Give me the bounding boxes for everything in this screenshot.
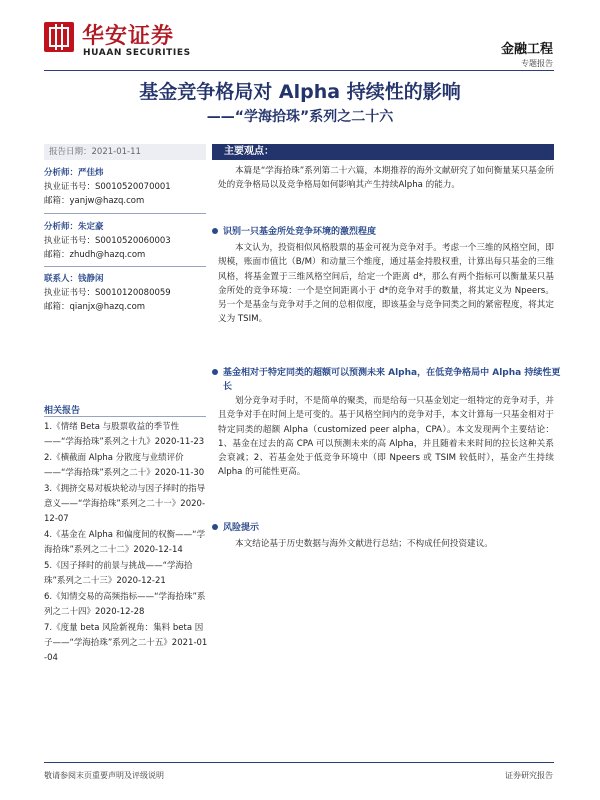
bullet-icon [212,228,218,234]
section-heading-text: 风险提示 [223,523,260,533]
report-category: 金融工程 [500,42,553,57]
logo-icon [44,22,74,52]
page-subtitle: ——“学海拾珠”系列之二十六 [206,109,394,125]
related-report-item[interactable]: 2.《横截面 Alpha 分散度与业绩评价——“学海拾珠”系列之二十》2020-11-30 [44,453,205,478]
section-body: 本文认为，投资相似风格股票的基金可视为竞争对手。考虑一个三维的风格空间，即规模，账面市值比（B/M）和动量三个维度，通过基金持股权重，计算出每只基金的三维风格，将基金置于三维风格空间后，给定一个距离 d*，那么有两个指标可以衡量某只基金所处的竞争环境：一个是空间距离小于 d*的竞争对手的数量，将其定义为 Npeers。另一个是基金与竞争对手之间的总相似度，即该基金与竞争同类之间的紧密程度，将其定义为 TSIM。 [218,243,554,325]
footer-disclaimer: 敬请参阅末页重要声明及评级说明 [44,771,164,780]
analyst-name: 联系人：钱静闲 [44,274,104,284]
bullet-icon [212,369,218,375]
analyst-cert: 执业证书号：S0010520070001 [44,182,171,192]
analyst-cert: 执业证书号：S0010520060003 [44,236,171,246]
footer-report-type: 证券研究报告 [505,771,553,780]
related-report-item[interactable]: 1.《情绪 Beta 与股票收益的季节性——“学海拾珠”系列之十九》2020-11-23 [44,422,205,447]
analyst-name: 分析师：严佳炜 [44,168,104,178]
divider [44,266,206,267]
related-report-item[interactable]: 4.《基金在 Alpha 和偏度间的权衡——“学海拾珠”系列之二十二》2020-12-14 [44,530,206,555]
section-heading [212,366,565,394]
footer-divider [44,762,554,763]
related-report-item[interactable]: 5.《因子择时的前景与挑战——“学海拾珠”系列之二十三》2020-12-21 [44,561,193,586]
section-body: 划分竞争对手时，不是简单的聚类，而是给每一只基金划定一组特定的竞争对手，并且竞争对手在时间上是可变的。基于风格空间内的竞争对手，本文计算每一只基金相对于特定同类的超额 Alpha（customized peer alpha，CPA）。本文发现两个主要结论：1、基金在过去的高 CPA 可以预测未来的高 Alpha，并且随着未来时间的拉长这种关系会衰减；2、若基金处于低竞争环境中（即 Npeers 或 TSIM 较低时），基金产生持续 Alpha 的可能性更高。 [218,396,554,478]
related-report-item[interactable]: 6.《知情交易的高频指标——“学海拾珠”系列之二十四》2020-12-28 [44,592,206,617]
section-heading-text: 基金相对于特定同类的超额可以预测未来 Alpha，在低竞争格局中 Alpha 持续性更长 [223,368,561,392]
analyst-email[interactable]: 邮箱：qianjx@hazq.com [44,302,146,312]
analyst-email[interactable]: 邮箱：zhudh@hazq.com [44,250,146,260]
analyst-cert: 执业证书号：S0010120080059 [44,288,171,298]
report-date: 报告日期：2021-01-11 [44,144,206,160]
related-reports-list [44,420,209,667]
logo-en-text: HUAAN SECURITIES [83,48,191,58]
page-title: 基金竞争格局对 Alpha 持续性的影响 [139,81,461,103]
section-body: 本文结论基于历史数据与海外文献进行总结；不构成任何投资建议。 [235,539,493,549]
analyst-card [44,166,206,208]
bullet-icon [212,524,218,530]
section-heading [212,225,554,239]
logo-text: 华安证券 [82,23,175,49]
analyst-card [44,272,206,314]
section-heading [212,521,554,535]
related-reports-title: 相关报告 [44,406,81,416]
divider [44,213,206,214]
report-category-sub: 专题报告 [521,59,553,68]
analyst-card [44,220,206,262]
header-divider [44,70,554,71]
main-view-title: 主要观点： [212,144,554,160]
section-heading-text: 识别一只基金所处竞争环境的激烈程度 [223,227,377,237]
related-report-item[interactable]: 3.《拥挤交易对板块轮动与因子择时的指导意义——“学海拾珠”系列之二十一》2020-12-07 [44,484,206,524]
intro-paragraph: 本篇是“学海拾珠”系列第二十六篇，本期推荐的海外文献研究了如何衡量某只基金所处的竞争格局以及竞争格局如何影响其产生持续Alpha 的能力。 [218,166,554,191]
analyst-email[interactable]: 邮箱：yanjw@hazq.com [44,196,145,206]
related-report-item[interactable]: 7.《度量 beta 风险新视角：集料 beta 因子——“学海拾珠”系列之二十五》2021-01-04 [44,623,208,663]
divider [44,416,206,417]
analyst-name: 分析师：朱定豪 [44,222,104,232]
